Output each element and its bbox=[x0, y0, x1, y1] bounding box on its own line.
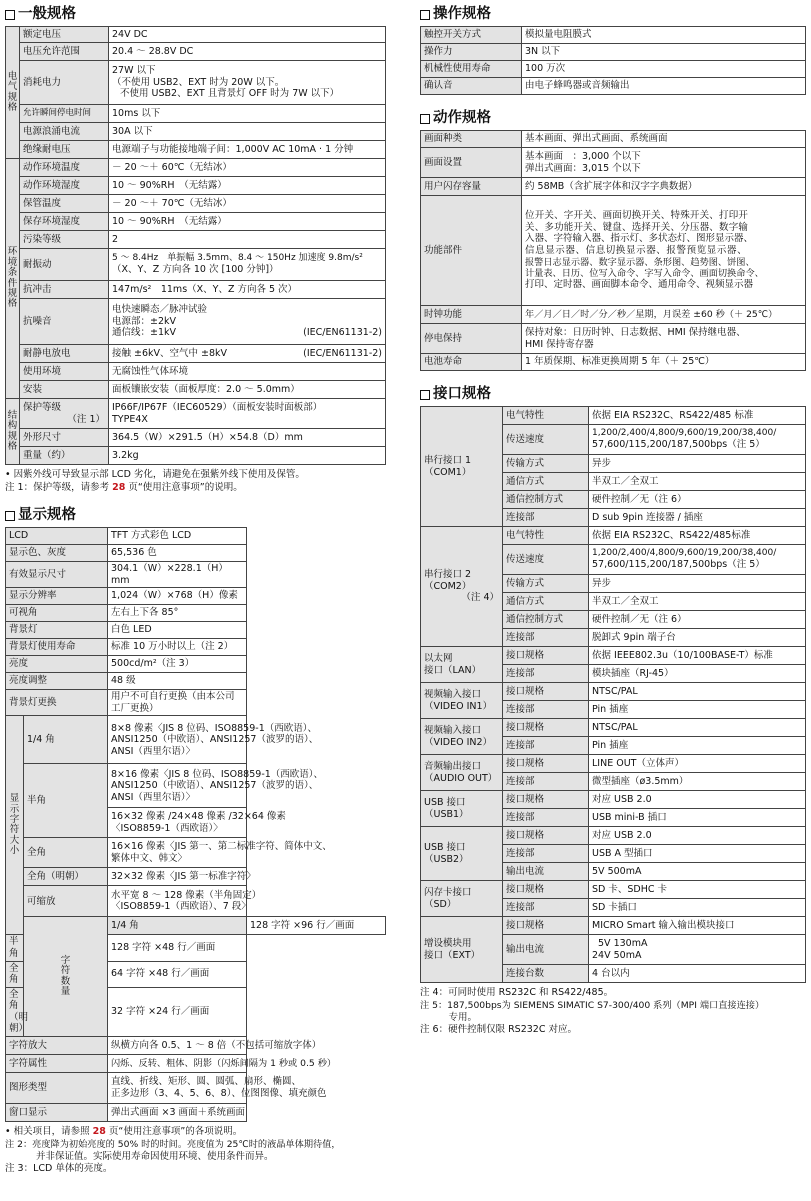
row-value: LINE OUT（立体声） bbox=[589, 755, 806, 773]
interface-notes: 注 4：可同时使用 RS232C 和 RS422/485。 注 5：187,500bps为 SIEMENS SIMATIC S7-300/400 系列（MPI 端口直接连接） 专用。 注 6：硬件控制仅限 RS232C 对应。 bbox=[420, 987, 765, 1036]
group-label-char-size: 显示字符大小 bbox=[6, 716, 24, 935]
section-square-icon bbox=[420, 390, 430, 400]
table-row: 半角 128 字符 ×48 行／画面 bbox=[6, 935, 386, 961]
row-value: Pin 插座 bbox=[589, 701, 806, 719]
row-label: 电气特性 bbox=[503, 527, 589, 545]
table-row: 亮度 500cd/m²（注 3） bbox=[6, 656, 386, 673]
row-label: 动作环境温度 bbox=[20, 159, 109, 177]
table-row bbox=[421, 917, 806, 935]
table-row bbox=[6, 299, 386, 345]
row-label: 连接部 bbox=[503, 509, 589, 527]
table-row: 可缩放 水平宽 8 ～ 128 像素（半角固定） 〈ISO8859-1（西欧语）、7 段〉 bbox=[6, 886, 386, 917]
interface-specs-table bbox=[420, 406, 806, 983]
row-value: 4 台以内 bbox=[589, 965, 806, 983]
left-column bbox=[5, 5, 386, 1176]
table-row bbox=[421, 527, 806, 545]
interface-specs-heading: 接口规格 bbox=[420, 385, 806, 405]
table-row: 背景灯更换 用户不可自行更换（由本公司工厂更换） bbox=[6, 690, 386, 716]
row-label: 传送速度 bbox=[503, 545, 589, 575]
row-value: 27W 以下 （不使用 USB2、EXT 时为 20W 以下。 不使用 USB2、EXT 且背景灯 OFF 时为 7W 以下） bbox=[109, 61, 386, 105]
table-row: 字符数量 1/4 角 128 字符 ×96 行／画面 bbox=[6, 917, 386, 935]
interface-group-label: 增设模块用 接口（EXT） bbox=[421, 917, 503, 983]
table-row: 画面种类 基本画面、弹出式画面、系统画面 bbox=[421, 131, 806, 148]
row-label: 通信方式 bbox=[503, 473, 589, 491]
interface-group-label: 串行接口 1 （COM1） bbox=[421, 407, 503, 527]
row-value: 24V DC bbox=[109, 27, 386, 43]
row-label: 连接部 bbox=[503, 845, 589, 863]
row-label: 额定电压 bbox=[20, 27, 109, 43]
table-row bbox=[6, 429, 386, 447]
row-value: 依据 EIA RS232C、RS422/485标准 bbox=[589, 527, 806, 545]
table-row: 图形类型 直线、折线、矩形、圆、圆弧、扇形、椭圆、 正多边形（3、4、5、6、8）、位图图像、填充颜色 bbox=[6, 1073, 386, 1104]
table-row: 全角（明朝） 32 字符 ×24 行／画面 bbox=[6, 987, 386, 1036]
table-row: 确认音 由电子蜂鸣器或音频输出 bbox=[421, 78, 806, 95]
row-label: 接口规格 bbox=[503, 881, 589, 899]
row-label: 接口规格 bbox=[503, 647, 589, 665]
row-value: MICRO Smart 输入输出模块接口 bbox=[589, 917, 806, 935]
table-row bbox=[6, 363, 386, 381]
row-label: 接口规格 bbox=[503, 719, 589, 737]
row-label: 连接部 bbox=[503, 701, 589, 719]
row-value: 10 ～ 90%RH （无结露） bbox=[109, 213, 386, 231]
row-label: 连接部 bbox=[503, 809, 589, 827]
row-value: 1,200/2,400/4,800/9,600/19,200/38,400/ 57,600/115,200/187,500bps（注 5） bbox=[589, 425, 806, 455]
row-value: 364.5（W）×291.5（H）×54.8（D）mm bbox=[109, 429, 386, 447]
row-value: 微型插座（ø3.5mm） bbox=[589, 773, 806, 791]
row-label: 安装 bbox=[20, 381, 109, 399]
interface-group-label: 串行接口 2 （COM2） （注 4） bbox=[421, 527, 503, 647]
display-specs-table bbox=[5, 527, 386, 1122]
row-label: 电源浪涌电流 bbox=[20, 123, 109, 141]
row-label: 电气特性 bbox=[503, 407, 589, 425]
table-row bbox=[6, 105, 386, 123]
row-value: SD 卡、SDHC 卡 bbox=[589, 881, 806, 899]
table-row: 触控开关方式 模拟量电阻膜式 bbox=[421, 27, 806, 44]
row-label: 动作环境湿度 bbox=[20, 177, 109, 195]
table-row bbox=[6, 61, 386, 105]
row-label: 接口规格 bbox=[503, 755, 589, 773]
row-value: 30A 以下 bbox=[109, 123, 386, 141]
row-value: 依据 EIA RS232C、RS422/485 标准 bbox=[589, 407, 806, 425]
interface-group-label: 闪存卡接口 （SD） bbox=[421, 881, 503, 917]
table-row: 可视角 左右上下各 85° bbox=[6, 605, 386, 622]
row-value: 模块插座（RJ-45） bbox=[589, 665, 806, 683]
table-row bbox=[6, 141, 386, 159]
row-label: 外形尺寸 bbox=[20, 429, 109, 447]
row-value: 电源端子与功能接地端子间：1,000V AC 10mA · 1 分钟 bbox=[109, 141, 386, 159]
row-label: 通信方式 bbox=[503, 593, 589, 611]
table-row: 有效显示尺寸 304.1（W）×228.1（H）mm bbox=[6, 562, 386, 588]
row-value: 20.4 ～ 28.8V DC bbox=[109, 43, 386, 61]
row-value: 异步 bbox=[589, 455, 806, 473]
table-row: 半角 8×16 像素〈JIS 8 位码、ISO8859-1（西欧语）、 ANSI1250（中欧语）、ANSI1257（波罗的语）、 ANSI（西里尔语）〉 bbox=[6, 764, 386, 808]
table-row: 显示分辨率 1,024（W）×768（H）像素 bbox=[6, 588, 386, 605]
section-square-icon bbox=[420, 114, 430, 124]
table-row: 显示色、灰度 65,536 色 bbox=[6, 545, 386, 562]
row-value: 5V 500mA bbox=[589, 863, 806, 881]
row-label: 传输方式 bbox=[503, 575, 589, 593]
row-label: 接口规格 bbox=[503, 827, 589, 845]
row-value: 电快速瞬态／脉冲试验 电源部：±2kV 通信线：±1kV (IEC/EN61131-2) bbox=[109, 299, 386, 345]
table-row: 16×32 像素 /24×48 像素 /32×64 像素 〈ISO8859-1（西欧语）〉 bbox=[6, 808, 386, 838]
table-row bbox=[6, 231, 386, 249]
display-specs-heading: 显示规格 bbox=[5, 506, 386, 526]
table-row bbox=[6, 27, 386, 43]
table-row: 亮度调整 48 级 bbox=[6, 673, 386, 690]
table-row bbox=[6, 281, 386, 299]
table-row: 显示字符大小 1/4 角 8×8 像素〈JIS 8 位码、ISO8859-1（西欧语）、 ANSI1250（中欧语）、ANSI1257（波罗的语）、 ANSI（西里尔语）〉 bbox=[6, 716, 386, 764]
table-row bbox=[421, 647, 806, 665]
row-value: IP66F/IP67F（IEC60529）（面板安装时面板部） TYPE4X bbox=[109, 399, 386, 429]
general-notes: • 因紫外线可导致显示部 LCD 劣化，请避免在强紫外线下使用及保管。 注 1：保护等级，请参考 28 页“使用注意事项”的说明。 bbox=[5, 469, 305, 493]
row-label: 耐静电放电 bbox=[20, 345, 109, 363]
group-label-electrical: 电气规格 bbox=[6, 27, 20, 159]
row-value: 5V 130mA 24V 50mA bbox=[589, 935, 806, 965]
row-label: 接口规格 bbox=[503, 791, 589, 809]
row-label: 输出电流 bbox=[503, 863, 589, 881]
row-value: USB mini-B 插口 bbox=[589, 809, 806, 827]
table-row bbox=[6, 399, 386, 429]
table-row bbox=[421, 755, 806, 773]
row-label: 保护等级 （注 1） bbox=[20, 399, 109, 429]
table-row bbox=[421, 683, 806, 701]
function-specs-heading: 动作规格 bbox=[420, 109, 806, 129]
row-label: 绝缘耐电压 bbox=[20, 141, 109, 159]
row-label: 连接部 bbox=[503, 899, 589, 917]
row-value: USB A 型插口 bbox=[589, 845, 806, 863]
section-square-icon bbox=[420, 10, 430, 20]
operation-specs-heading: 操作规格 bbox=[420, 5, 806, 25]
row-label: 通信控制方式 bbox=[503, 491, 589, 509]
row-label: 允许瞬间停电时间 bbox=[20, 105, 109, 123]
row-value: SD 卡插口 bbox=[589, 899, 806, 917]
row-label: 抗冲击 bbox=[20, 281, 109, 299]
row-value: 无腐蚀性气体环境 bbox=[109, 363, 386, 381]
general-specs-table bbox=[5, 26, 386, 465]
table-row bbox=[421, 827, 806, 845]
row-value: Pin 插座 bbox=[589, 737, 806, 755]
row-label: 电压允许范围 bbox=[20, 43, 109, 61]
row-value: 脱卸式 9pin 端子台 bbox=[589, 629, 806, 647]
row-value: 5 ～ 8.4Hz 单振幅 3.5mm、8.4 ～ 150Hz 加速度 9.8m/s² （X、Y、Z 方向各 10 次 [100 分钟]） bbox=[109, 249, 386, 281]
row-label: 接口规格 bbox=[503, 917, 589, 935]
interface-group-label: USB 接口 （USB2） bbox=[421, 827, 503, 881]
row-value: 接触 ±6kV、空气中 ±8kV (IEC/EN61131-2) bbox=[109, 345, 386, 363]
group-label-char-count: 字符数量 bbox=[24, 917, 108, 1037]
row-label: 连接部 bbox=[503, 773, 589, 791]
table-row bbox=[421, 407, 806, 425]
interface-group-label: 视频输入接口 （VIDEO IN1） bbox=[421, 683, 503, 719]
interface-group-label: 音频输出接口 （AUDIO OUT） bbox=[421, 755, 503, 791]
row-label: 连接部 bbox=[503, 737, 589, 755]
table-row: 操作力 3N 以下 bbox=[421, 44, 806, 61]
row-label: 保存环境湿度 bbox=[20, 213, 109, 231]
row-label: 连接部 bbox=[503, 665, 589, 683]
table-row bbox=[421, 881, 806, 899]
table-row: 电池寿命 1 年质保期、标准更换周期 5 年（＋ 25℃） bbox=[421, 354, 806, 371]
row-value: NTSC/PAL bbox=[589, 683, 806, 701]
interface-group-label: USB 接口 （USB1） bbox=[421, 791, 503, 827]
row-value: 对应 USB 2.0 bbox=[589, 827, 806, 845]
operation-specs-table bbox=[420, 26, 806, 95]
table-row bbox=[6, 213, 386, 231]
table-row: 窗口显示 弹出式画面 ×3 画面＋系统画面 bbox=[6, 1104, 386, 1122]
table-row bbox=[6, 43, 386, 61]
row-value: 依据 IEEE802.3u（10/100BASE-T）标准 bbox=[589, 647, 806, 665]
row-label: 污染等级 bbox=[20, 231, 109, 249]
row-label: 传输方式 bbox=[503, 455, 589, 473]
table-row: 全角 16×16 像素〈JIS 第一、第二标准字符、简体中文、 繁体中文、韩文〉 bbox=[6, 838, 386, 868]
row-label: 输出电流 bbox=[503, 935, 589, 965]
row-label: 保管温度 bbox=[20, 195, 109, 213]
table-row bbox=[421, 791, 806, 809]
row-value: 半双工／全双工 bbox=[589, 473, 806, 491]
row-value: 硬件控制／无（注 6） bbox=[589, 491, 806, 509]
row-value: 10ms 以下 bbox=[109, 105, 386, 123]
table-row: 字符属性 闪烁、反转、粗体、阴影（闪烁间隔为 1 秒或 0.5 秒） bbox=[6, 1055, 386, 1073]
table-row: 全角（明朝） 32×32 像素〈JIS 第一标准字符〉 bbox=[6, 868, 386, 886]
row-value: 147m/s² 11ms（X、Y、Z 方向各 5 次） bbox=[109, 281, 386, 299]
table-row: 停电保持 保持对象：日历时钟、日志数据、HMI 保持继电器、 HMI 保持寄存器 bbox=[421, 324, 806, 354]
table-row: 字符放大 纵横方向各 0.5、1 ～ 8 倍（不包括可缩放字体） bbox=[6, 1037, 386, 1055]
table-row: 用户闪存容量 约 58MB（含扩展字体和汉字字典数据） bbox=[421, 178, 806, 196]
interface-group-label: 视频输入接口 （VIDEO IN2） bbox=[421, 719, 503, 755]
table-row: 全角 64 字符 ×48 行／画面 bbox=[6, 961, 386, 987]
table-row: LCD TFT 方式彩色 LCD bbox=[6, 528, 386, 545]
table-row: 时钟功能 年／月／日／时／分／秒／星期，月误差 ±60 秒（＋ 25℃） bbox=[421, 306, 806, 324]
row-value: 对应 USB 2.0 bbox=[589, 791, 806, 809]
table-row bbox=[6, 195, 386, 213]
row-value: 3.2kg bbox=[109, 447, 386, 465]
row-label: 使用环境 bbox=[20, 363, 109, 381]
row-value: NTSC/PAL bbox=[589, 719, 806, 737]
row-value: 2 bbox=[109, 231, 386, 249]
row-label: 连接部 bbox=[503, 629, 589, 647]
row-value: 10 ～ 90%RH （无结露） bbox=[109, 177, 386, 195]
table-row: 画面设置 基本画面 ：3,000 个以下 弹出式画面：3,015 个以下 bbox=[421, 148, 806, 178]
right-column bbox=[420, 5, 806, 1037]
table-row bbox=[6, 159, 386, 177]
section-square-icon bbox=[5, 511, 15, 521]
section-square-icon bbox=[5, 10, 15, 20]
table-row bbox=[6, 447, 386, 465]
interface-group-label: 以太网 接口（LAN） bbox=[421, 647, 503, 683]
row-value: － 20 ～＋ 60℃（无结冰） bbox=[109, 159, 386, 177]
row-value: 1,200/2,400/4,800/9,600/19,200/38,400/ 57,600/115,200/187,500bps（注 5） bbox=[589, 545, 806, 575]
row-value: D sub 9pin 连接器 / 插座 bbox=[589, 509, 806, 527]
table-row: 背景灯 白色 LED bbox=[6, 622, 386, 639]
table-row bbox=[6, 345, 386, 363]
group-label-environment: 环境条件规格 bbox=[6, 159, 20, 399]
table-row: 功能部件 位开关、字开关、画面切换开关、特殊开关、打印开 关、多功能开关、键盘、选择开关、分压器、数字输 入器、字符输入器、指示灯、多状态灯、图形显示器、 信息显示器、信息切换显示器、报警预览显示器、 报警日志显示器、数字显示器、条形图、趋势图、饼图、 计量表、日历、位写入命令、字写入命令、画面切换命令、 打印、定时器、画面脚本命令、通用命令、视频显示器 bbox=[421, 196, 806, 306]
row-label: 连接台数 bbox=[503, 965, 589, 983]
table-row bbox=[6, 249, 386, 281]
row-value: 面板镶嵌安装（面板厚度：2.0 ～ 5.0mm） bbox=[109, 381, 386, 399]
row-value: 异步 bbox=[589, 575, 806, 593]
table-row bbox=[6, 123, 386, 141]
row-label: 传送速度 bbox=[503, 425, 589, 455]
group-label-structure: 结构规格 bbox=[6, 399, 20, 465]
row-value: 硬件控制／无（注 6） bbox=[589, 611, 806, 629]
display-notes: • 相关项目，请参照 28 页“使用注意事项”的各项说明。 注 2：亮度降为初始亮度的 50% 时的时间。亮度值为 25℃时的液晶单体期待值， 并非保证值。实际使用寿命因使用环境、使用条件而异。 注 3：LCD 单体的亮度。 bbox=[5, 1126, 341, 1175]
table-row bbox=[6, 177, 386, 195]
function-specs-table bbox=[420, 130, 806, 371]
row-label: 耐振动 bbox=[20, 249, 109, 281]
row-label: 通信控制方式 bbox=[503, 611, 589, 629]
table-row bbox=[6, 381, 386, 399]
table-row bbox=[421, 719, 806, 737]
row-label: 消耗电力 bbox=[20, 61, 109, 105]
row-value: 半双工／全双工 bbox=[589, 593, 806, 611]
row-value: － 20 ～＋ 70℃（无结冰） bbox=[109, 195, 386, 213]
row-label: 重量（约） bbox=[20, 447, 109, 465]
table-row: 机械性使用寿命 100 万次 bbox=[421, 61, 806, 78]
row-label: 抗噪音 bbox=[20, 299, 109, 345]
row-label: 接口规格 bbox=[503, 683, 589, 701]
table-row: 背景灯使用寿命 标准 10 万小时以上（注 2） bbox=[6, 639, 386, 656]
general-specs-heading: 一般规格 bbox=[5, 5, 386, 25]
